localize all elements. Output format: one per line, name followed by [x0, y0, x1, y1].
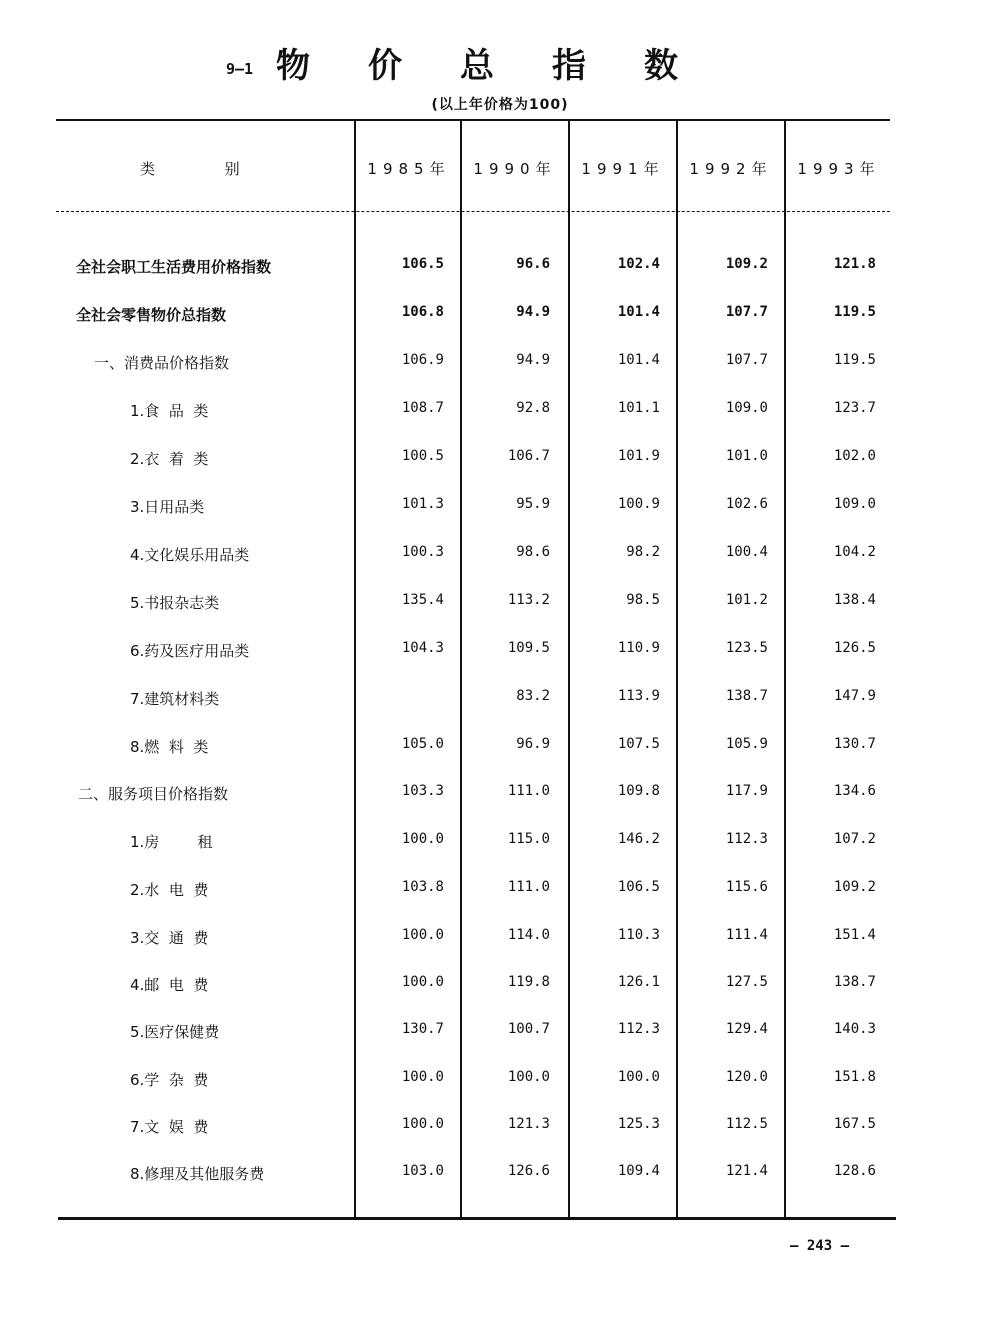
- row-label: 8.燃 料 类: [130, 738, 209, 756]
- cell-1992: 117.9: [725, 783, 768, 799]
- cell-1991: 101.9: [617, 448, 660, 464]
- cell-1993: 109.0: [833, 496, 876, 512]
- table-subtitle: (以上年价格为100): [431, 97, 569, 113]
- cell-1993: 151.4: [833, 927, 876, 943]
- table-row: [0, 783, 1000, 813]
- cell-1990: 111.0: [507, 879, 550, 895]
- cell-1992: 123.5: [725, 640, 768, 656]
- header-year: 1991年: [581, 160, 665, 178]
- cell-1985: 135.4: [401, 592, 444, 608]
- table-row: [0, 448, 1000, 478]
- cell-1992: 115.6: [725, 879, 768, 895]
- table-row: [0, 1069, 1000, 1099]
- cell-1992: 102.6: [725, 496, 768, 512]
- cell-1985: 106.5: [401, 256, 444, 272]
- cell-1985: 104.3: [401, 640, 444, 656]
- cell-1985: 100.3: [401, 544, 444, 560]
- row-label: 2.水 电 费: [130, 881, 209, 899]
- row-label: 6.学 杂 费: [130, 1071, 209, 1089]
- cell-1990: 94.9: [516, 304, 550, 320]
- cell-1990: 111.0: [507, 783, 550, 799]
- cell-1992: 100.4: [725, 544, 768, 560]
- cell-1993: 126.5: [833, 640, 876, 656]
- cell-1992: 101.0: [725, 448, 768, 464]
- cell-1990: 121.3: [507, 1116, 550, 1132]
- cell-1985: 100.0: [401, 831, 444, 847]
- page-number: — 243 —: [790, 1238, 850, 1254]
- cell-1990: 114.0: [507, 927, 550, 943]
- table-row: [0, 352, 1000, 382]
- table-title: 物价总指数: [276, 46, 736, 86]
- table-row: [0, 831, 1000, 861]
- row-label: 全社会职工生活费用价格指数: [76, 258, 272, 276]
- cell-1993: 109.2: [833, 879, 876, 895]
- cell-1992: 111.4: [725, 927, 768, 943]
- cell-1992: 112.3: [725, 831, 768, 847]
- cell-1992: 120.0: [725, 1069, 768, 1085]
- cell-1993: 104.2: [833, 544, 876, 560]
- cell-1992: 127.5: [725, 974, 768, 990]
- cell-1985: 103.3: [401, 783, 444, 799]
- table-number: 9—1: [226, 60, 254, 78]
- cell-1992: 101.2: [725, 592, 768, 608]
- row-label: 8.修理及其他服务费: [130, 1165, 265, 1183]
- cell-1992: 105.9: [725, 736, 768, 752]
- cell-1991: 98.5: [626, 592, 660, 608]
- header-year: 1993年: [797, 160, 881, 178]
- cell-1991: 107.5: [617, 736, 660, 752]
- cell-1992: 112.5: [725, 1116, 768, 1132]
- cell-1985: 101.3: [401, 496, 444, 512]
- cell-1991: 100.0: [617, 1069, 660, 1085]
- row-label: 4.邮 电 费: [130, 976, 209, 994]
- table-row: [0, 400, 1000, 430]
- cell-1985: 100.0: [401, 927, 444, 943]
- row-label: 6.药及医疗用品类: [130, 642, 250, 660]
- cell-1990: 109.5: [507, 640, 550, 656]
- table-row: [0, 879, 1000, 909]
- cell-1991: 101.4: [617, 352, 660, 368]
- cell-1985: 106.9: [401, 352, 444, 368]
- table-row: [0, 927, 1000, 957]
- cell-1990: 100.7: [507, 1021, 550, 1037]
- cell-1991: 102.4: [617, 256, 660, 272]
- table-row: [0, 592, 1000, 622]
- cell-1991: 100.9: [617, 496, 660, 512]
- table-row: [0, 688, 1000, 718]
- cell-1992: 109.0: [725, 400, 768, 416]
- cell-1993: 119.5: [833, 352, 876, 368]
- cell-1993: 123.7: [833, 400, 876, 416]
- cell-1992: 107.7: [725, 352, 768, 368]
- header-year: 1990年: [473, 160, 557, 178]
- row-label: 一、消费品价格指数: [94, 354, 230, 372]
- cell-1990: 98.6: [516, 544, 550, 560]
- cell-1991: 109.4: [617, 1163, 660, 1179]
- cell-1993: 119.5: [833, 304, 876, 320]
- row-label: 2.衣 着 类: [130, 450, 209, 468]
- cell-1993: 167.5: [833, 1116, 876, 1132]
- header-year: 1992年: [689, 160, 773, 178]
- cell-1992: 107.7: [725, 304, 768, 320]
- table-row: [0, 736, 1000, 766]
- header-year: 1985年: [367, 160, 451, 178]
- cell-1985: 100.5: [401, 448, 444, 464]
- cell-1991: 113.9: [617, 688, 660, 704]
- cell-1990: 115.0: [507, 831, 550, 847]
- cell-1993: 147.9: [833, 688, 876, 704]
- header-category: 类 别: [140, 160, 242, 178]
- cell-1993: 140.3: [833, 1021, 876, 1037]
- cell-1992: 121.4: [725, 1163, 768, 1179]
- cell-1985: 130.7: [401, 1021, 444, 1037]
- row-label: 1.房 租: [130, 833, 213, 851]
- cell-1990: 96.6: [516, 256, 550, 272]
- cell-1993: 102.0: [833, 448, 876, 464]
- row-label: 7.文 娱 费: [130, 1118, 209, 1136]
- cell-1990: 94.9: [516, 352, 550, 368]
- cell-1993: 121.8: [833, 256, 876, 272]
- cell-1991: 101.4: [617, 304, 660, 320]
- cell-1990: 119.8: [507, 974, 550, 990]
- table-row: [0, 1116, 1000, 1146]
- row-label: 二、服务项目价格指数: [78, 785, 229, 803]
- row-label: 全社会零售物价总指数: [76, 306, 227, 324]
- table-row: [0, 1021, 1000, 1051]
- cell-1991: 112.3: [617, 1021, 660, 1037]
- table-row: [0, 496, 1000, 526]
- cell-1993: 134.6: [833, 783, 876, 799]
- cell-1985: 103.8: [401, 879, 444, 895]
- cell-1993: 128.6: [833, 1163, 876, 1179]
- cell-1985: 108.7: [401, 400, 444, 416]
- row-label: 4.文化娱乐用品类: [130, 546, 250, 564]
- cell-1993: 107.2: [833, 831, 876, 847]
- cell-1991: 110.3: [617, 927, 660, 943]
- header-rule: [56, 211, 890, 212]
- page-title: [0, 38, 1000, 88]
- cell-1993: 130.7: [833, 736, 876, 752]
- cell-1990: 96.9: [516, 736, 550, 752]
- table-row: [0, 1163, 1000, 1193]
- cell-1991: 106.5: [617, 879, 660, 895]
- cell-1990: 126.6: [507, 1163, 550, 1179]
- cell-1985: 103.0: [401, 1163, 444, 1179]
- cell-1990: 113.2: [507, 592, 550, 608]
- table-row: [0, 544, 1000, 574]
- row-label: 3.日用品类: [130, 498, 205, 516]
- row-label: 3.交 通 费: [130, 929, 209, 947]
- cell-1985: 100.0: [401, 1069, 444, 1085]
- row-label: 7.建筑材料类: [130, 690, 220, 708]
- cell-1985: 100.0: [401, 1116, 444, 1132]
- cell-1991: 98.2: [626, 544, 660, 560]
- table-row: [0, 256, 1000, 286]
- cell-1991: 109.8: [617, 783, 660, 799]
- cell-1990: 95.9: [516, 496, 550, 512]
- cell-1990: 106.7: [507, 448, 550, 464]
- cell-1985: 105.0: [401, 736, 444, 752]
- cell-1991: 125.3: [617, 1116, 660, 1132]
- cell-1985: 100.0: [401, 974, 444, 990]
- row-label: 5.医疗保健费: [130, 1023, 220, 1041]
- cell-1990: 92.8: [516, 400, 550, 416]
- cell-1991: 146.2: [617, 831, 660, 847]
- row-label: 5.书报杂志类: [130, 594, 220, 612]
- cell-1992: 109.2: [725, 256, 768, 272]
- table-row: [0, 974, 1000, 1004]
- table-row: [0, 640, 1000, 670]
- table-row: [0, 304, 1000, 334]
- row-label: 1.食 品 类: [130, 402, 209, 420]
- cell-1991: 110.9: [617, 640, 660, 656]
- cell-1990: 83.2: [516, 688, 550, 704]
- cell-1993: 138.4: [833, 592, 876, 608]
- cell-1985: 106.8: [401, 304, 444, 320]
- cell-1991: 126.1: [617, 974, 660, 990]
- cell-1992: 138.7: [725, 688, 768, 704]
- cell-1993: 151.8: [833, 1069, 876, 1085]
- table-header: [0, 120, 1000, 210]
- bottom-rule: [58, 1217, 896, 1220]
- cell-1993: 138.7: [833, 974, 876, 990]
- cell-1991: 101.1: [617, 400, 660, 416]
- cell-1992: 129.4: [725, 1021, 768, 1037]
- cell-1990: 100.0: [507, 1069, 550, 1085]
